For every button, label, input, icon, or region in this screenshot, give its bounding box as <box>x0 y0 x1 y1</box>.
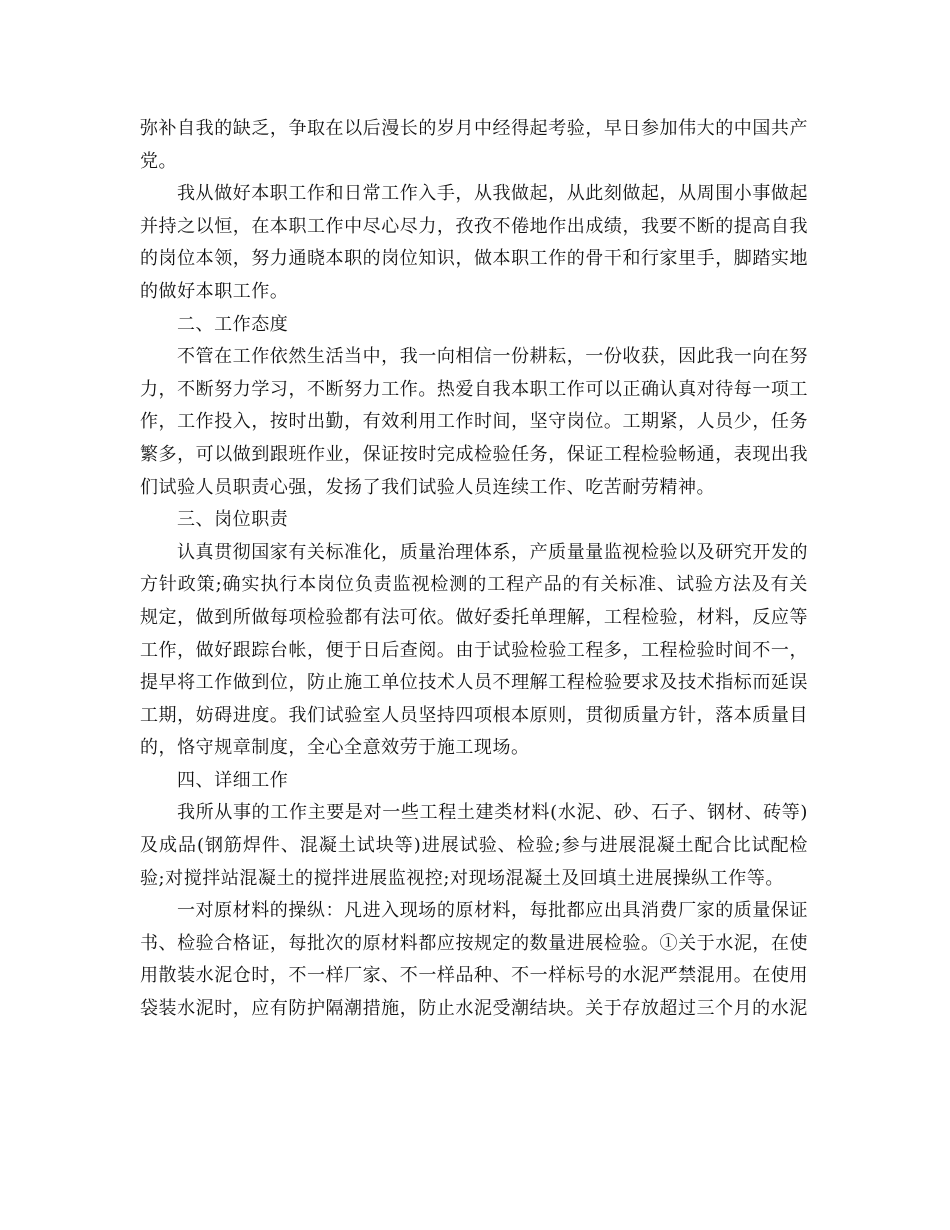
paragraph-4: 认真贯彻国家有关标准化，质量治理体系，产质量量监视检验以及研究开发的方针政策;确实执行本岗位负责监视检测的工程产品的有关标准、试验方法及有关规定，做到所做每项检验都有法可依。做好委托单理解，工程检验，材料，反应等工作，做好跟踪台帐，便于日后查阅。由于试验检验工程多，工程检验时间不一，提早将工作做到位，防止施工单位技术人员不理解工程检验要求及技术指标而延误工期，妨碍进度。我们试验室人员坚持四项根本原则，贯彻质量方针，落本质量目的，恪守规章制度，全心全意效劳于施工现场。 <box>140 541 808 759</box>
paragraph-1: 弥补自我的缺乏，争取在以后漫长的岁月中经得起考验，早日参加伟大的中国共产党。 <box>140 118 808 172</box>
paragraph-6: 一对原材料的操纵：凡进入现场的原材料，每批都应出具消费厂家的质量保证书、检验合格证，每批次的原材料都应按规定的数量进展检验。①关于水泥，在使用散装水泥仓时，不一样厂家、不一样品种、不一样标号的水泥严禁混用。在使用袋装水泥时，应有防护隔潮措施，防止水泥受潮结块。关于存放超过三个月的水泥 <box>140 900 808 1020</box>
section-heading-work-attitude: 二、工作态度 <box>177 313 289 335</box>
document-body <box>140 113 808 1026</box>
paragraph-5: 我所从事的工作主要是对一些工程土建类材料(水泥、砂、石子、钢材、砖等)及成品(钢筋焊件、混凝土试块等)进展试验、检验;参与进展混凝土配合比试配检验;对搅拌站混凝土的搅拌进展监视控;对现场混凝土及回填土进展操纵工作等。 <box>140 802 808 889</box>
paragraph-3: 不管在工作依然生活当中，我一向相信一份耕耘，一份收获，因此我一向在努力，不断努力学习，不断努力工作。热爱自我本职工作可以正确认真对待每一项工作，工作投入，按时出勤，有效利用工作时间，坚守岗位。工期紧，人员少，任务繁多，可以做到跟班作业，保证按时完成检验任务，保证工程检验畅通，表现出我们试验人员职责心强，发扬了我们试验人员连续工作、吃苦耐劳精神。 <box>140 346 808 498</box>
section-heading-detailed-work: 四、详细工作 <box>177 769 289 791</box>
paragraph-2: 我从做好本职工作和日常工作入手，从我做起，从此刻做起，从周围小事做起并持之以恒，在本职工作中尽心尽力，孜孜不倦地作出成绩，我要不断的提高自我的岗位本领，努力通晓本职的岗位知识，做本职工作的骨干和行家里手，脚踏实地的做好本职工作。 <box>140 183 808 302</box>
section-heading-job-duties: 三、岗位职责 <box>177 509 289 531</box>
